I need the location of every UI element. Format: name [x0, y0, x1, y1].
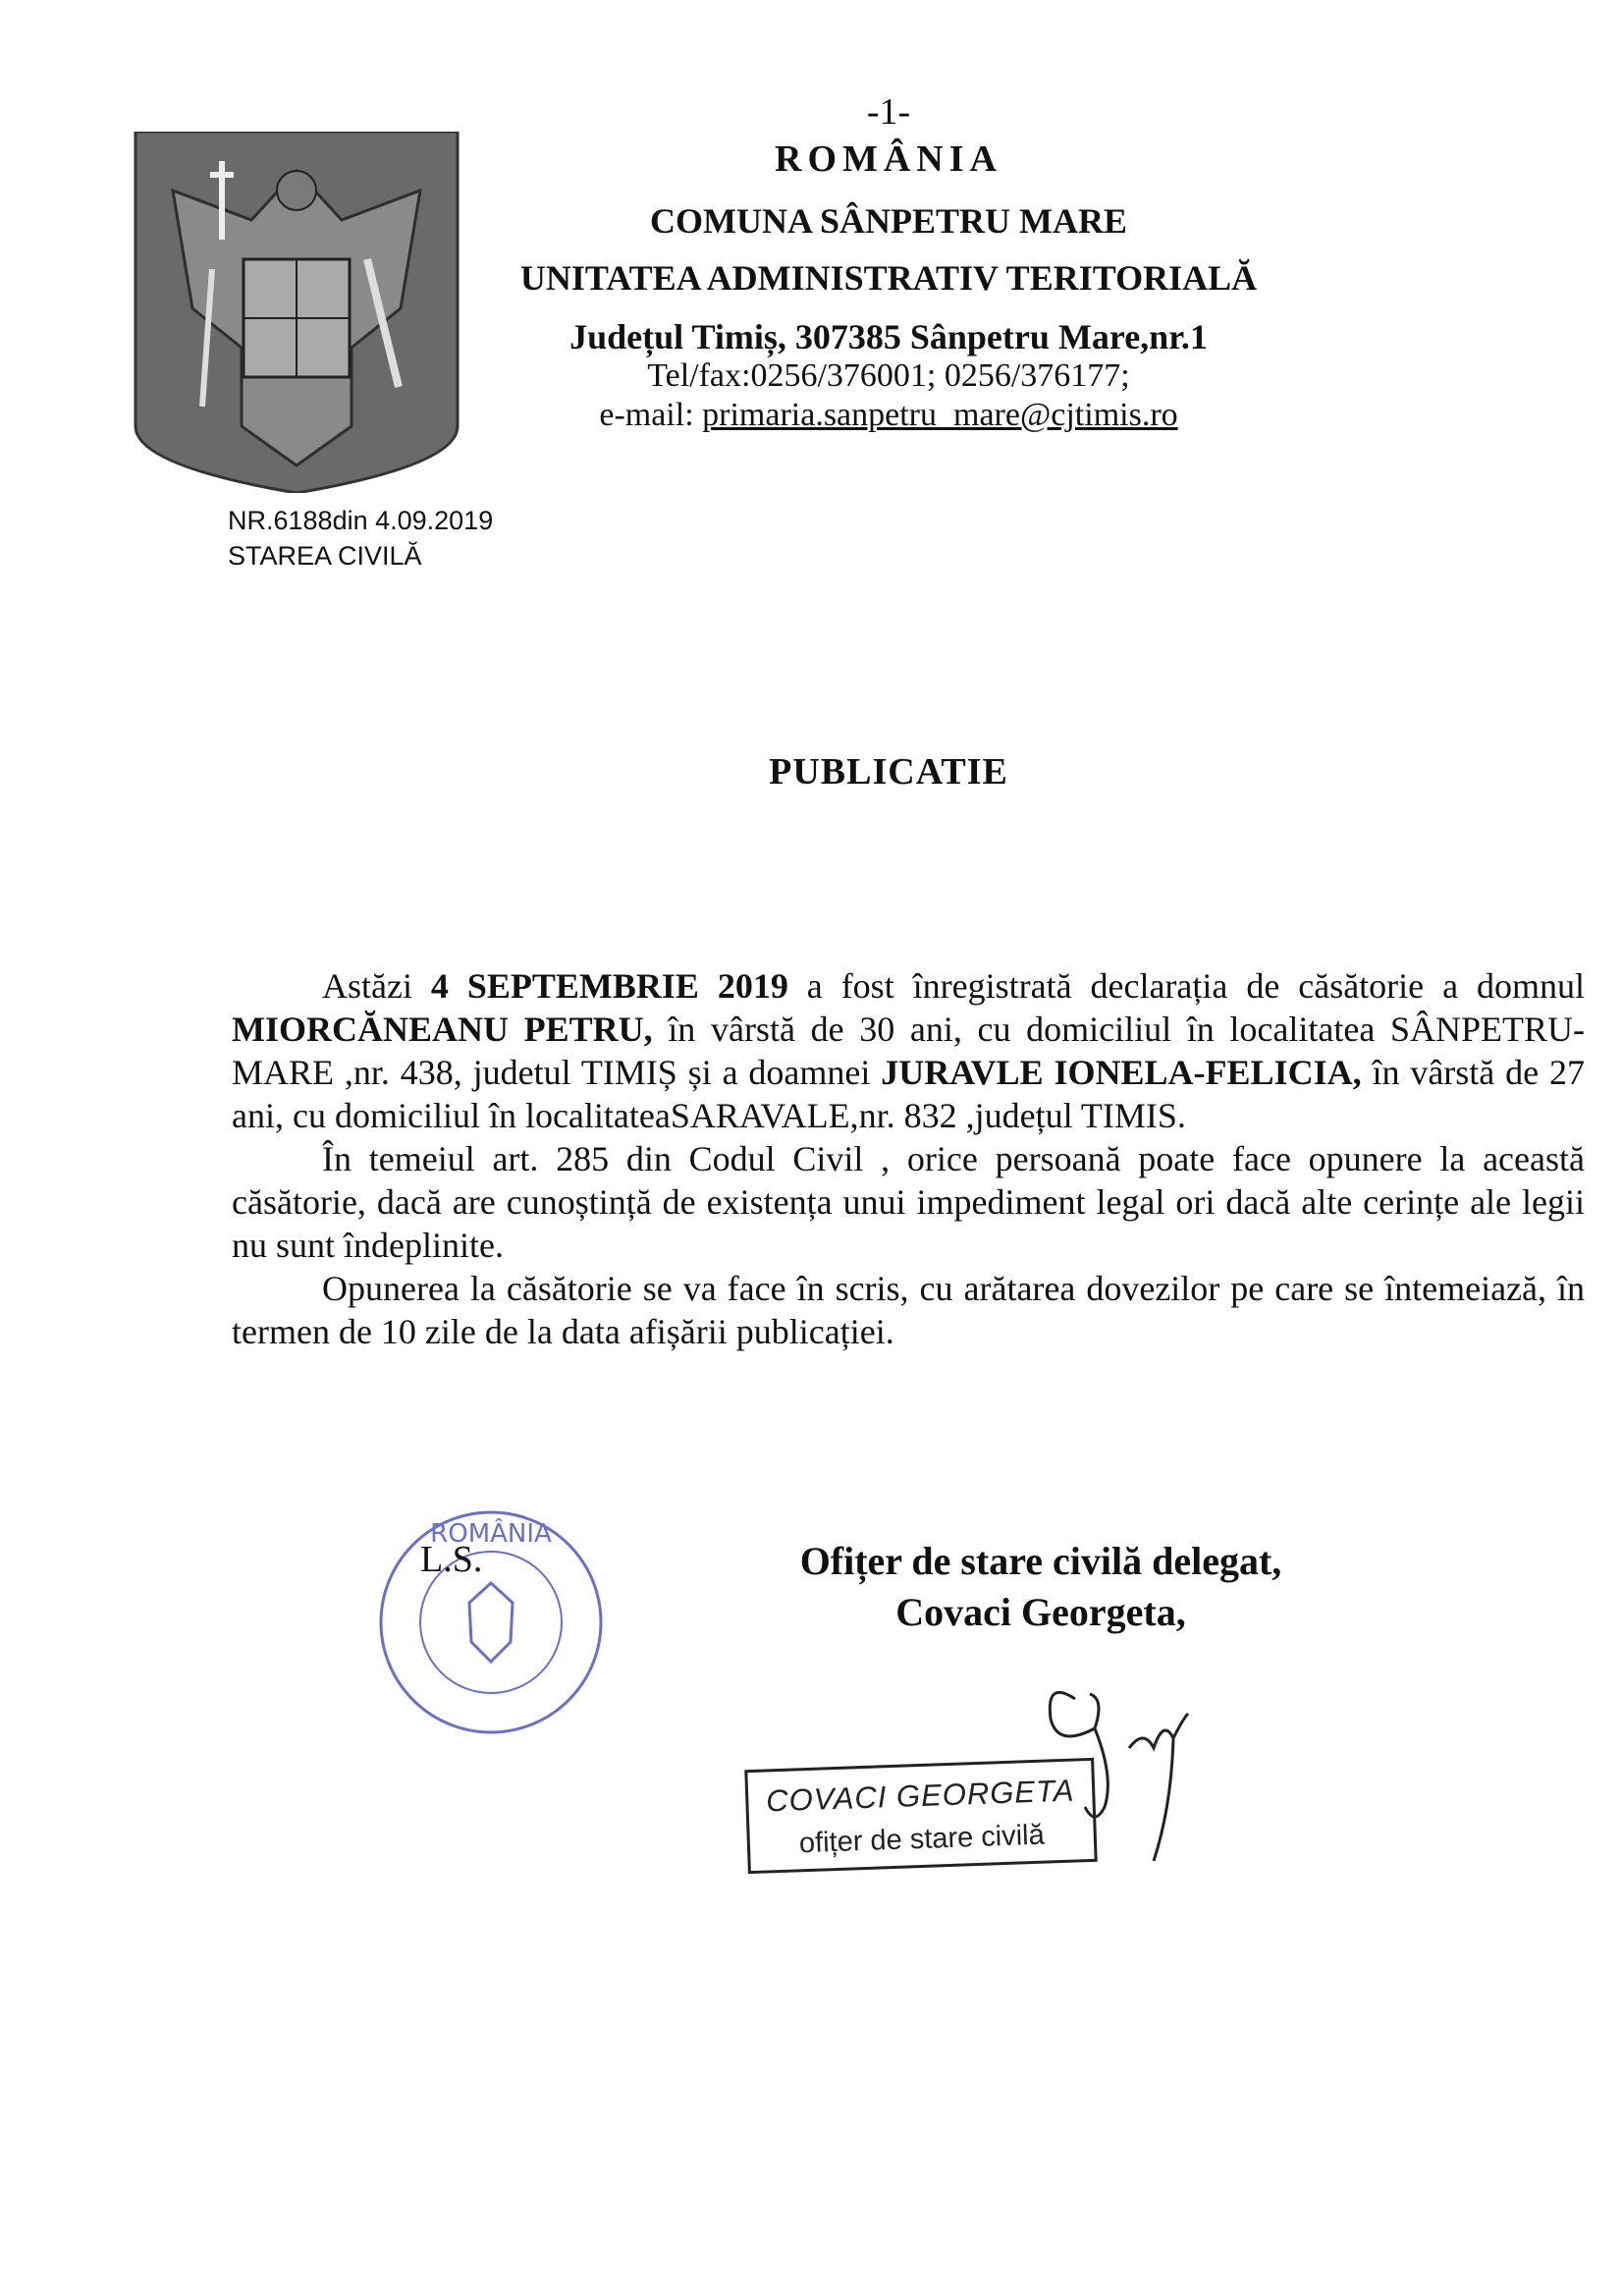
uat-heading: UNITATEA ADMINISTRATIV TERITORIALĂ	[519, 258, 1258, 298]
commune-heading: COMUNA SÂNPETRU MARE	[650, 201, 1127, 241]
country-heading: ROMÂNIA	[775, 138, 1002, 180]
registration-block	[228, 503, 493, 574]
email-link[interactable]: primaria.sanpetru_mare@cjtimis.ro	[702, 397, 1178, 433]
name-stamp	[744, 1758, 1097, 1874]
p1-text-1: Astăzi	[322, 966, 431, 1006]
bride-name: JURAVLE IONELA-FELICIA,	[881, 1053, 1362, 1092]
coat-of-arms-emblem	[134, 132, 460, 493]
body-paragraph-3: Opunerea la căsătorie se va face în scris, cu arătarea dovezilor pe care se întemeiază, în termen de 10 zile de la data afișării publicației.	[232, 1269, 1585, 1351]
p1-text-3: în vârstă de 30 ani, cu domiciliul în localitatea SÂNPETRU-MARE ,nr. 438, judetul TIMIȘ și a doamnei	[232, 1010, 1585, 1092]
registration-department: STAREA CIVILĂ	[228, 541, 422, 571]
registration-number: NR.6188din 4.09.2019	[228, 506, 494, 535]
email-line	[0, 397, 1623, 434]
announcement-date: 4 SEPTEMBRIE 2019	[430, 966, 788, 1006]
email-label: e-mail:	[599, 397, 703, 433]
address-line: Județul Timiș, 307385 Sânpetru Mare,nr.1	[569, 317, 1208, 356]
document-body	[232, 964, 1585, 1353]
p1-text-4: în vârstă de 27 ani, cu domiciliul în localitateaSARAVALE,nr. 832 ,județul TIMIS.	[232, 1053, 1586, 1135]
groom-name: MIORCĂNEANU PETRU,	[232, 1010, 653, 1049]
page-number: -1-	[866, 91, 911, 133]
seal-ls-label: L.S.	[420, 1539, 483, 1580]
body-paragraph-2: În temeiul art. 285 din Codul Civil , orice persoană poate face opunere la această căsătorie, dacă are cunoștință de existența unui impediment legal ori dacă alte cerințe ale legii nu sunt îndeplinite.	[232, 1139, 1585, 1265]
signer-role: Ofițer de stare civilă delegat,	[799, 1539, 1282, 1583]
p1-text-2: a fost înregistrată declarația de căsătorie a domnul	[787, 966, 1586, 1006]
seal-text-top: ROMÂNIA	[430, 1519, 552, 1549]
signer-name: Covaci Georgeta,	[895, 1590, 1186, 1634]
body-paragraph-1	[232, 964, 1585, 1137]
phone-line: Tel/fax:0256/376001; 0256/376177;	[647, 357, 1130, 394]
document-title: PUBLICATIE	[769, 751, 1008, 793]
stamp-role: ofițer de stare civilă	[798, 1819, 1046, 1860]
stamp-name: COVACI GEORGETA	[765, 1773, 1075, 1819]
